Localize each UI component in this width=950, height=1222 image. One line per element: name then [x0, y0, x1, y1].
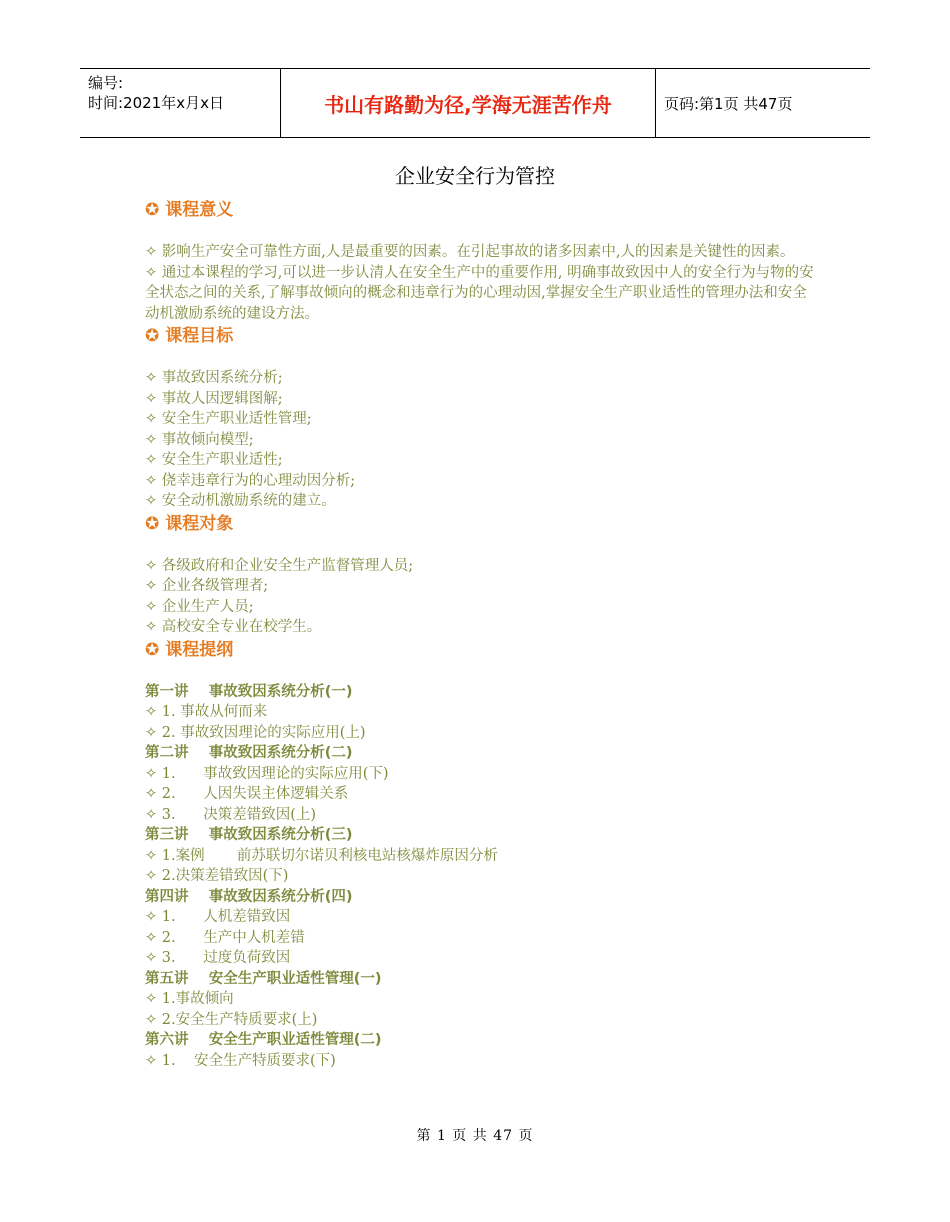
list-item: ✧ 2. 生产中人机差错 — [145, 929, 305, 946]
list-item: ✧ 1. 事故从何而来 — [145, 704, 268, 720]
lecture-title-5: 第五讲 安全生产职业适性管理(一) — [145, 970, 382, 987]
list-item: ✧ 1.事故倾向 — [145, 991, 234, 1007]
header-motto: 书山有路勤为径,学海无涯苦作舟 — [281, 69, 656, 137]
number-label: 编号: — [88, 74, 124, 92]
star-icon: ✪ — [145, 326, 160, 346]
list-item: ✧ 2. 人因失误主体逻辑关系 — [145, 786, 349, 802]
lecture-title-4: 第四讲 事故致因系统分析(四) — [145, 888, 353, 905]
header-meta — [80, 69, 281, 137]
list-item: ✧ 2.决策差错致因(下) — [145, 868, 289, 884]
list-item: ✧ 各级政府和企业安全生产监督管理人员; — [145, 557, 414, 574]
list-item: ✧ 事故致因系统分析; — [145, 370, 283, 386]
time-label: 时间:2021年x月x日 — [88, 94, 224, 112]
list-item: ✧ 事故人因逻辑图解; — [145, 390, 283, 407]
list-item: ✧ 1. 安全生产特质要求(下) — [145, 1052, 336, 1069]
section-heading-goals: ✪ 课程目标 — [145, 326, 234, 346]
lecture-title-2: 第二讲 事故致因系统分析(二) — [145, 745, 353, 761]
list-item: ✧ 3. 过度负荷致因 — [145, 950, 291, 966]
list-item: ✧ 2. 事故致因理论的实际应用(上) — [145, 724, 366, 741]
list-item: ✧ 1. 人机差错致因 — [145, 909, 291, 925]
document-body — [145, 198, 815, 1071]
list-item: ✧ 安全生产职业适性管理; — [145, 411, 312, 427]
list-item: ✧ 3. 决策差错致因(上) — [145, 806, 317, 823]
list-item: ✧ 企业各级管理者; — [145, 578, 269, 594]
list-item: ✧ 2.安全生产特质要求(上) — [145, 1011, 318, 1028]
meaning-paragraph-2: ✧ 通过本课程的学习,可以进一步认清人在安全生产中的重要作用, 明确事故致因中人的安全行为与物的安全状态之间的关系,了解事故倾向的概念和违章行为的心理动因,掌握安全生产职业适性的管理办法和安全动机激励系统的建设方法。 — [145, 264, 814, 322]
header-page-info: 页码:第1页 共47页 — [664, 94, 793, 113]
list-item: ✧ 1. 事故致因理论的实际应用(下) — [145, 765, 389, 782]
list-item: ✧ 侥幸违章行为的心理动因分析; — [145, 472, 356, 489]
star-icon: ✪ — [145, 513, 160, 534]
section-heading-outline: ✪ 课程提纲 — [145, 639, 234, 660]
lecture-title-6: 第六讲 安全生产职业适性管理(二) — [145, 1032, 382, 1048]
meaning-paragraph-1: ✧ 影响生产安全可靠性方面,人是最重要的因素。在引起事故的诸多因素中,人的因素是关键性的因素。 — [145, 244, 795, 260]
list-item: ✧ 企业生产人员; — [145, 598, 254, 615]
section-heading-audience: ✪ 课程对象 — [145, 513, 234, 534]
star-icon: ✪ — [145, 200, 160, 220]
section-heading-meaning: ✪ 课程意义 — [145, 200, 234, 220]
list-item: ✧ 事故倾向模型; — [145, 431, 254, 448]
page-footer: 第 1 页 共 47 页 — [416, 1128, 534, 1144]
star-icon: ✪ — [145, 639, 160, 660]
list-item: ✧ 安全生产职业适性; — [145, 452, 283, 468]
list-item: ✧ 安全动机激励系统的建立。 — [145, 493, 336, 509]
lecture-title-3: 第三讲 事故致因系统分析(三) — [145, 827, 353, 843]
header-table — [80, 68, 870, 138]
lecture-title-1: 第一讲 事故致因系统分析(一) — [145, 683, 353, 700]
list-item: ✧ 1.案例 前苏联切尔诺贝利核电站核爆炸原因分析 — [145, 847, 498, 864]
list-item: ✧ 高校安全专业在校学生。 — [145, 619, 322, 635]
document-title: 企业安全行为管控 — [395, 164, 555, 188]
